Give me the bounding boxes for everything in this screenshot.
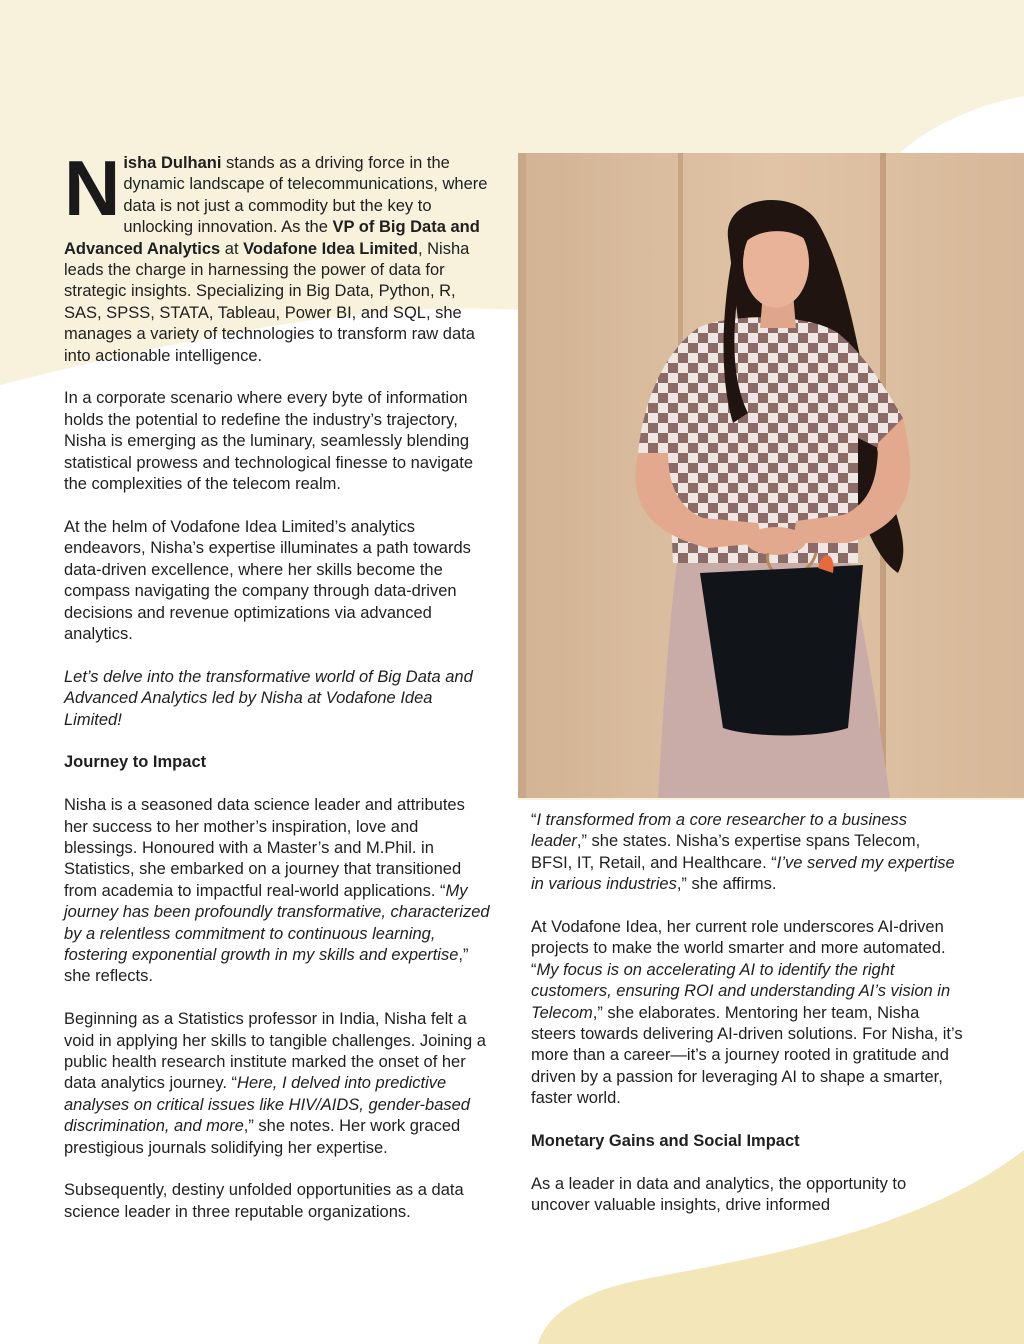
paragraph bbox=[64, 795, 492, 988]
company-name: Vodafone Idea Limited bbox=[243, 239, 418, 258]
text: ,” she affirms. bbox=[676, 875, 777, 894]
paragraph: Subsequently, destiny unfolded opportunities as a data science leader in three reputable organizations. bbox=[64, 1181, 464, 1221]
role-title: VP of Big Data and Advanced Analytics bbox=[64, 218, 480, 258]
quote: I transformed from a core researcher to a business leader bbox=[531, 811, 907, 851]
italic-lead: Let’s delve into the transformative world of Big Data and Advanced Analytics led by Nisha at Vodafone Idea Limited! bbox=[64, 667, 473, 729]
paragraph: As a leader in data and analytics, the opportunity to uncover valuable insights, drive informed bbox=[531, 1174, 907, 1215]
text: At Vodafone Idea, her current role underscores AI-driven projects to make the world smarter and more automated. “ bbox=[531, 918, 946, 979]
left-column bbox=[64, 144, 492, 1245]
text: ,” she reflects. bbox=[64, 945, 469, 986]
person-name: isha Dulhani bbox=[123, 154, 222, 172]
quote: My focus is on accelerating AI to identify the right customers, ensuring ROI and understanding AI’s vision in Telecom bbox=[531, 960, 951, 1022]
paragraph: At the helm of Vodafone Idea Limited’s analytics endeavors, Nisha’s expertise illuminates a path towards data-driven excellence, where her skills become the compass navigating the company through data-driven decisions and revenue optimizations via advanced analytics. bbox=[64, 517, 471, 643]
intro-text: , Nisha leads the charge in harnessing the power of data for strategic insights. Specializing in Big Data, Python, R, SAS, SPSS, STATA, Tableau, Power BI, and SQL, she manages a variety of technologies to transform raw data into actionable intelligence. bbox=[64, 239, 475, 365]
section-heading: Monetary Gains and Social Impact bbox=[531, 1132, 800, 1151]
portrait-illustration bbox=[518, 153, 1024, 798]
paragraph bbox=[531, 917, 963, 1110]
portrait-photo bbox=[518, 153, 1024, 798]
text: ,” she states. Nisha’s expertise spans Telecom, BFSI, IT, Retail, and Healthcare. “ bbox=[531, 832, 921, 872]
paragraph bbox=[531, 810, 963, 896]
text: “ bbox=[531, 811, 537, 829]
text: Nisha is a seasoned data science leader and attributes her success to her mother’s inspiration, love and blessings. Honoured with a Master’s and M.Phil. in Statistics, she embarked on a journey that transitioned from academia to impactful real-world applications. “ bbox=[64, 796, 465, 900]
drop-cap: N bbox=[64, 144, 120, 232]
quote: Here, I delved into predictive analyses on critical issues like HIV/AIDS, gender-based discrimination, and more bbox=[64, 1074, 470, 1136]
paragraph bbox=[64, 1009, 492, 1159]
text: ,” she elaborates. Mentoring her team, Nisha steers towards delivering AI-driven solutions. For Nisha, it’s more than a career—it’s a journey rooted in gratitude and driven by a passion for leveraging AI to shape a smarter, faster world. bbox=[531, 1003, 963, 1108]
italic-lead-paragraph bbox=[64, 667, 492, 731]
quote: My journey has been profoundly transformative, characterized by a relentless commitment to continuous learning, fostering exponential growth in my skills and expertise bbox=[64, 881, 490, 964]
intro-text: at bbox=[220, 239, 244, 258]
text: ,” she notes. Her work graced prestigious journals solidifying her expertise. bbox=[64, 1117, 461, 1157]
quote: I’ve served my expertise in various industries bbox=[531, 853, 955, 894]
paragraph: In a corporate scenario where every byte of information holds the potential to redefine the industry’s trajectory, Nisha is emerging as the luminary, seamlessly blending statistical prowess and technological finesse to navigate the complexities of the telecom realm. bbox=[64, 389, 474, 494]
intro-text: stands as a driving force in the dynamic landscape of telecommunications, where data is not just a commodity but the key to unlocking innovation. As the bbox=[123, 154, 488, 237]
section-heading: Journey to Impact bbox=[64, 753, 207, 772]
right-column bbox=[531, 810, 963, 1238]
text: Beginning as a Statistics professor in India, Nisha felt a void in applying her skills to tangible challenges. Joining a public health research institute marked the onset of her data analytics journey. “ bbox=[64, 1010, 486, 1093]
intro-paragraph bbox=[64, 144, 492, 367]
